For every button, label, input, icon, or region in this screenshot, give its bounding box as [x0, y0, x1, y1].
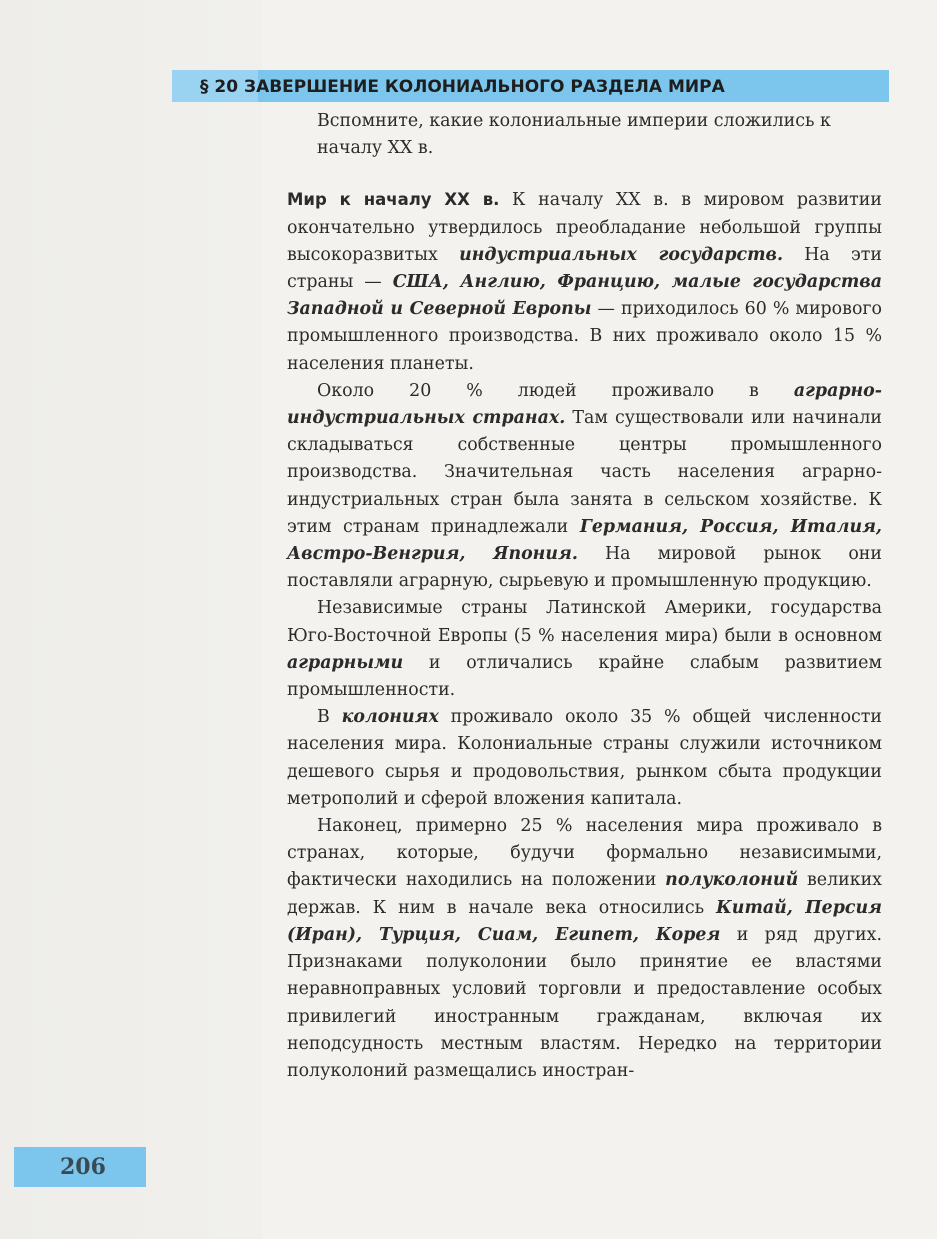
p4-term-1: колониях	[341, 707, 439, 728]
p3-term-1: аграрными	[287, 652, 404, 673]
p2-text-1: Около 20 % людей проживало в	[317, 380, 794, 401]
paragraph-1	[287, 186, 882, 377]
p5-text-2: великих держав. К ним в начале века относились	[287, 870, 882, 918]
p5-term-2: Китай, Персия (Иран), Турция, Сиам, Египет, Корея	[287, 897, 882, 945]
p1-text-3: — приходилось 60 % мирового промышленного производства. В них проживало около 15 % населения планеты.	[287, 299, 882, 374]
review-prompt: Вспомните, какие колониальные империи сложились к началу XX в.	[317, 111, 831, 159]
p2-term-1: аграрно-индустриальных странах.	[287, 380, 882, 429]
left-margin	[0, 0, 262, 1239]
p1-term-1: индустриальных государств.	[459, 244, 784, 265]
runin-heading: Мир к началу XX в.	[287, 190, 500, 210]
paragraph-5	[287, 813, 882, 1085]
p5-text-1: Наконец, примерно 25 % населения мира проживало в странах, которые, будучи формально независимыми, фактически находились на положении	[287, 816, 882, 891]
p1-text-1: К началу XX в. в мировом развитии окончательно утвердилось преобладание небольшой группы высокоразвитых	[287, 190, 882, 265]
p2-text-2: Там существовали или начинали складываться собственные центры промышленного производства. Значительная часть населения аграрно-индустриальных стран была занята в сельском хозяйстве. К этим странам принадлежали	[287, 408, 882, 537]
p3-text-2: и отличались крайне слабым развитием промышленности.	[287, 652, 882, 701]
p1-term-2: США, Англию, Францию, малые государства Западной и Северной Европы	[287, 272, 882, 320]
p4-text-1: В	[317, 707, 342, 728]
p5-term-1: полуколоний	[665, 870, 799, 891]
page-number: 206	[60, 1154, 106, 1180]
section-title: § 20 ЗАВЕРШЕНИЕ КОЛОНИАЛЬНОГО РАЗДЕЛА МИРА	[200, 77, 725, 97]
main-text-column	[287, 108, 882, 1085]
paragraph-4	[287, 704, 882, 813]
p4-text-2: проживало около 35 % общей численности населения мира. Колониальные страны служили источником дешевого сырья и продовольствия, рынком сбыта продукции метрополий и сферой вложения капитала.	[287, 707, 882, 809]
prompt-spacer	[287, 162, 882, 186]
p3-text-1: Независимые страны Латинской Америки, государства Юго-Восточной Европы (5 % населения мира) были в основном	[287, 598, 882, 646]
paragraph-2	[287, 378, 882, 596]
p2-text-3: На мировой рынок они поставляли аграрную, сырьевую и промышленную продукцию.	[287, 544, 882, 592]
p5-text-3: и ряд других. Признаками полуколонии было принятие ее властями неравноправных условий торговли и предоставление особых привилегий иностранным гражданам, включая их неподсудность местным властям. Нередко на территории полуколоний размещались иностран-	[287, 924, 882, 1081]
paragraph-3	[287, 595, 882, 704]
p1-text-2: На эти страны —	[287, 244, 882, 293]
p2-term-2: Германия, Россия, Италия, Австро-Венгрия, Япония.	[287, 516, 882, 565]
